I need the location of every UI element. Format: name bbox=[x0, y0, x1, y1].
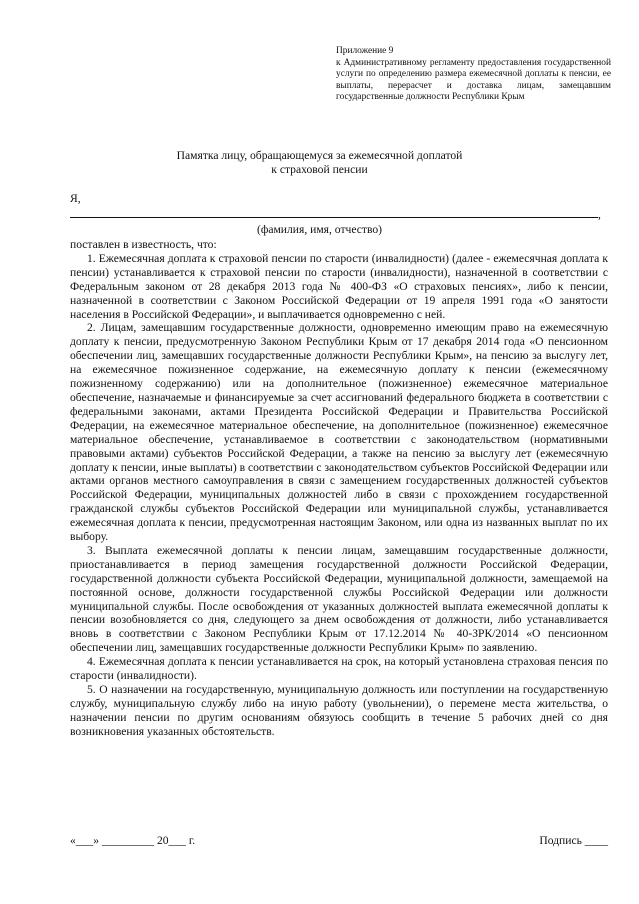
appendix-header bbox=[336, 46, 611, 104]
page-title bbox=[0, 149, 639, 178]
page-title-line2: к страховой пенсии bbox=[271, 163, 368, 177]
ya-label: Я, bbox=[70, 192, 81, 205]
fio-comma: , bbox=[598, 208, 601, 221]
appendix-reference: к Административному регламенту предоставления государственной услуги по определению размера ежемесячной доплаты к пенсии, ее выплаты, перерасчет и доставка лицам, замещавшим государственные должности Республики Крым bbox=[336, 57, 611, 103]
appendix-number: Приложение 9 bbox=[336, 46, 394, 56]
fio-caption: (фамилия, имя, отчество) bbox=[256, 223, 383, 236]
paragraph-5: 5. О назначении на государственную, муниципальную должность или поступлении на государственную службу, муниципальную службу либо на иную работу (увольнении), о перемене места жительства, о назначении пенсии по другим основаниям обязуюсь сообщить в течение 5 рабочих дней со дня возникновения указанных обстоятельств. bbox=[70, 683, 608, 738]
paragraph-4: 4. Ежемесячная доплата к пенсии устанавливается на срок, на который установлена страховая пенсия по старости (инвалидности). bbox=[70, 655, 608, 683]
paragraph-3: 3. Выплата ежемесячной доплаты к пенсии лицам, замещавшим государственные должности, приостанавливается в период замещения государственной должности Российской Федерации, государственной должности субъекта Российской Федерации, муниципальной должности, замещаемой на постоянной основе, должности государственной службы Российской Федерации или должности муниципальной службы. После освобождения от указанных должностей выплата ежемесячной доплаты к пенсии возобновляется со дня, следующего за днем освобождения от должности, либо устанавливается вновь в соответствии с Законом Республики Крым от 17.12.2014 № 40-ЗРК/2014 «О пенсионном обеспечении лиц, замещавших государственные должности Республики Крым» по заявлению. bbox=[70, 543, 608, 655]
fio-blank-line bbox=[70, 217, 598, 218]
signature-field: Подпись ____ bbox=[539, 834, 608, 847]
intro-text: поставлен в известность, что: bbox=[70, 238, 217, 251]
paragraph-1: 1. Ежемесячная доплата к страховой пенсии по старости (инвалидности) (далее - ежемесячная доплата к пенсии) устанавливается к страховой пенсии по старости (инвалидности), назначенной в соответствии с Федеральным законом от 28 декабря 2013 года № 400-ФЗ «О страховых пенсиях», либо к пенсии, назначенной в соответствии с Законом Российской Федерации от 19 апреля 1991 года «О занятости населения в Российской Федерации», и выплачивается одновременно с ней. bbox=[70, 251, 608, 321]
page-title-line1: Памятка лицу, обращающемуся за ежемесячной доплатой bbox=[176, 149, 463, 162]
memo-body bbox=[70, 238, 608, 739]
paragraph-2: 2. Лицам, замещавшим государственные должности, одновременно имеющим право на ежемесячную доплату к пенсии, предусмотренную Законом Республики Крым от 17 декабря 2014 года «О пенсионном обеспечении лиц, замещавших государственные должности Республики Крым», на пенсию за выслугу лет, на ежемесячное пожизненное содержание, на ежемесячную доплату к пенсии (ежемесячному пожизненному содержанию) или на дополнительное (пожизненное) ежемесячное материальное обеспечение, назначаемые и финансируемые за счет ассигнований федерального бюджета в соответствии с федеральными законами, актами Президента Российской Федерации и Правительства Российской Федерации, на ежемесячное материальное обеспечение, на дополнительное (пожизненное) ежемесячное материальное обеспечение, устанавливаемое в соответствии с законодательством (нормативными правовыми актами) субъектов Российской Федерации, а также на пенсию за выслугу лет (ежемесячную доплату к пенсии, иные выплаты) в соответствии с законодательством субъектов Российской Федерации или актами органов местного самоуправления в связи с замещением государственных должностей субъектов Российской Федерации, муниципальных должностей либо в связи с прохождением государственной гражданской службы субъектов Российской Федерации или муниципальной службы, устанавливается ежемесячная доплата к пенсии, предусмотренная настоящим Законом, или одна из названных выплат по их выбору. bbox=[70, 321, 608, 544]
date-field: «___» _________ 20___ г. bbox=[70, 834, 196, 847]
